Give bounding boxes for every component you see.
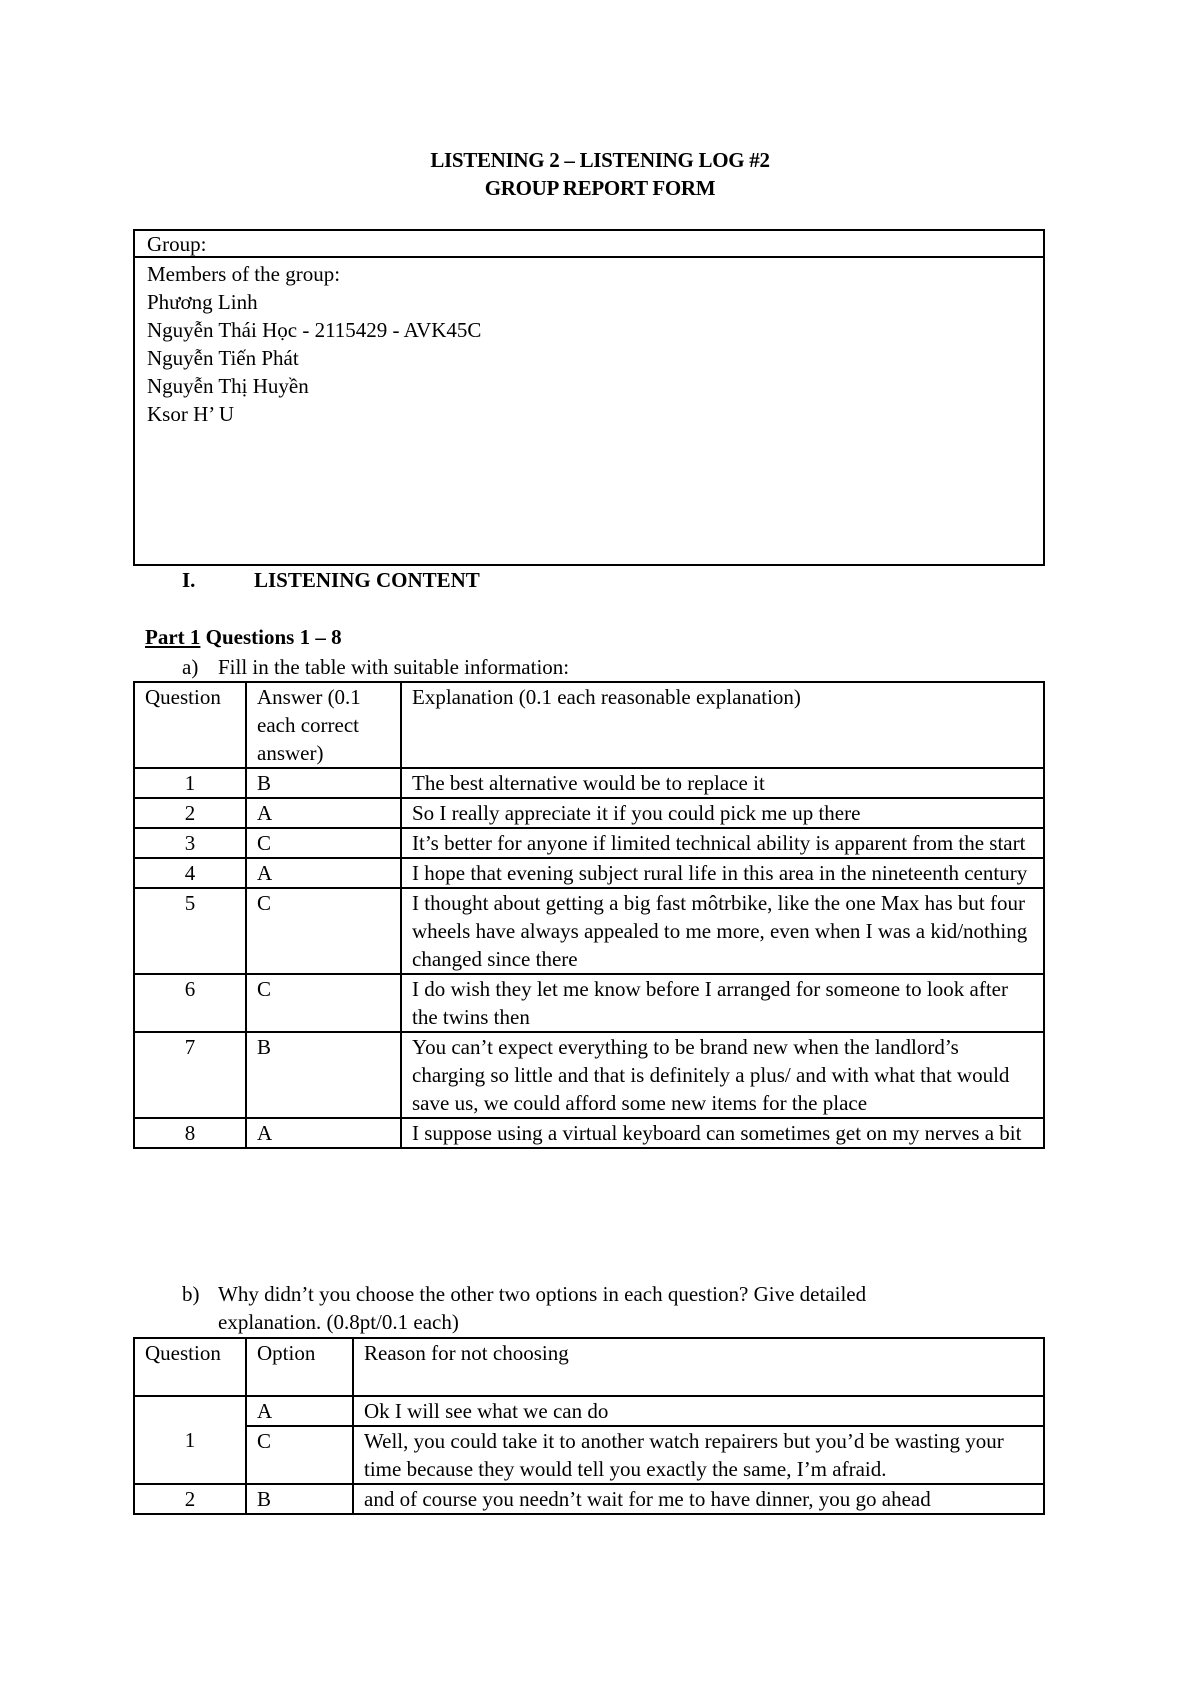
table-row <box>134 1396 1044 1426</box>
section-number: I. <box>182 568 196 592</box>
reasons-table <box>133 1337 1045 1515</box>
cell-option: C <box>246 1426 353 1484</box>
cell-explanation: I suppose using a virtual keyboard can sometimes get on my nerves a bit <box>401 1118 1044 1148</box>
table-row <box>134 1032 1044 1118</box>
header-reason: Reason for not choosing <box>353 1338 1044 1396</box>
question-b-text-line2: explanation. (0.8pt/0.1 each) <box>218 1310 459 1334</box>
cell-question: 6 <box>134 974 246 1032</box>
cell-question: 7 <box>134 1032 246 1118</box>
group-info-box <box>133 229 1045 566</box>
cell-explanation: The best alternative would be to replace it <box>401 768 1044 798</box>
cell-option: B <box>246 1484 353 1514</box>
section-title: LISTENING CONTENT <box>254 568 480 592</box>
cell-explanation: I do wish they let me know before I arranged for someone to look after the twins then <box>401 974 1044 1032</box>
cell-question: 4 <box>134 858 246 888</box>
table-header-row <box>134 682 1044 768</box>
cell-reason: Well, you could take it to another watch repairers but you’d be wasting your time because they would tell you exactly the same, I’m afraid. <box>353 1426 1044 1484</box>
cell-explanation: You can’t expect everything to be brand new when the landlord’s charging so little and that is definitely a plus/ and with what that would save us, we could afford some new items for the place <box>401 1032 1044 1118</box>
table-row <box>134 888 1044 974</box>
part-questions: Questions 1 – 8 <box>200 625 342 649</box>
document-subtitle: GROUP REPORT FORM <box>484 176 716 200</box>
cell-answer: A <box>246 858 401 888</box>
cell-answer: A <box>246 1118 401 1148</box>
header-explanation: Explanation (0.1 each reasonable explanation) <box>401 682 1044 768</box>
members-block <box>135 258 1043 430</box>
table-row <box>134 1426 1044 1484</box>
header-question: Question <box>134 1338 246 1396</box>
cell-answer: C <box>246 974 401 1032</box>
part-heading <box>145 625 342 650</box>
cell-question: 5 <box>134 888 246 974</box>
cell-question: 2 <box>134 798 246 828</box>
cell-question: 1 <box>134 1396 246 1484</box>
header-answer: Answer (0.1 each correct answer) <box>246 682 401 768</box>
cell-explanation: I thought about getting a big fast môtrbike, like the one Max has but four wheels have always appealed to me more, even when I was a kid/nothing changed since there <box>401 888 1044 974</box>
table-row <box>134 798 1044 828</box>
question-a <box>182 653 569 681</box>
table-row <box>134 768 1044 798</box>
table-row <box>134 1118 1044 1148</box>
cell-option: A <box>246 1396 353 1426</box>
cell-question: 3 <box>134 828 246 858</box>
table-row <box>134 974 1044 1032</box>
question-a-text: Fill in the table with suitable information: <box>218 655 570 679</box>
cell-answer: A <box>246 798 401 828</box>
cell-question: 2 <box>134 1484 246 1514</box>
group-label: Group: <box>135 231 1043 258</box>
table-row <box>134 858 1044 888</box>
cell-explanation: So I really appreciate it if you could pick me up there <box>401 798 1044 828</box>
table-row <box>134 828 1044 858</box>
cell-answer: C <box>246 828 401 858</box>
member-name: Nguyễn Tiến Phát <box>147 346 299 370</box>
table-header-row <box>134 1338 1044 1396</box>
document-title: LISTENING 2 – LISTENING LOG #2 <box>430 148 770 172</box>
table-row <box>134 1484 1044 1514</box>
member-name: Nguyễn Thái Học - 2115429 - AVK45C <box>147 318 482 342</box>
member-name: Phương Linh <box>147 290 258 314</box>
members-label: Members of the group: <box>147 262 341 286</box>
cell-question: 8 <box>134 1118 246 1148</box>
question-b-text-line1: Why didn’t you choose the other two options in each question? Give detailed <box>218 1282 867 1306</box>
member-name: Ksor H’ U <box>147 402 235 426</box>
answers-table <box>133 681 1045 1149</box>
cell-answer: C <box>246 888 401 974</box>
header-question: Question <box>134 682 246 768</box>
part-label: Part 1 <box>145 625 201 649</box>
question-a-label: a) <box>182 655 199 679</box>
question-b <box>182 1280 1002 1336</box>
cell-reason: and of course you needn’t wait for me to have dinner, you go ahead <box>353 1484 1044 1514</box>
cell-reason: Ok I will see what we can do <box>353 1396 1044 1426</box>
cell-explanation: It’s better for anyone if limited technical ability is apparent from the start <box>401 828 1044 858</box>
question-b-label: b) <box>182 1282 200 1306</box>
header-option: Option <box>246 1338 353 1396</box>
cell-question: 1 <box>134 768 246 798</box>
member-name: Nguyễn Thị Huyền <box>147 374 309 398</box>
cell-explanation: I hope that evening subject rural life in this area in the nineteenth century <box>401 858 1044 888</box>
cell-answer: B <box>246 1032 401 1118</box>
cell-answer: B <box>246 768 401 798</box>
